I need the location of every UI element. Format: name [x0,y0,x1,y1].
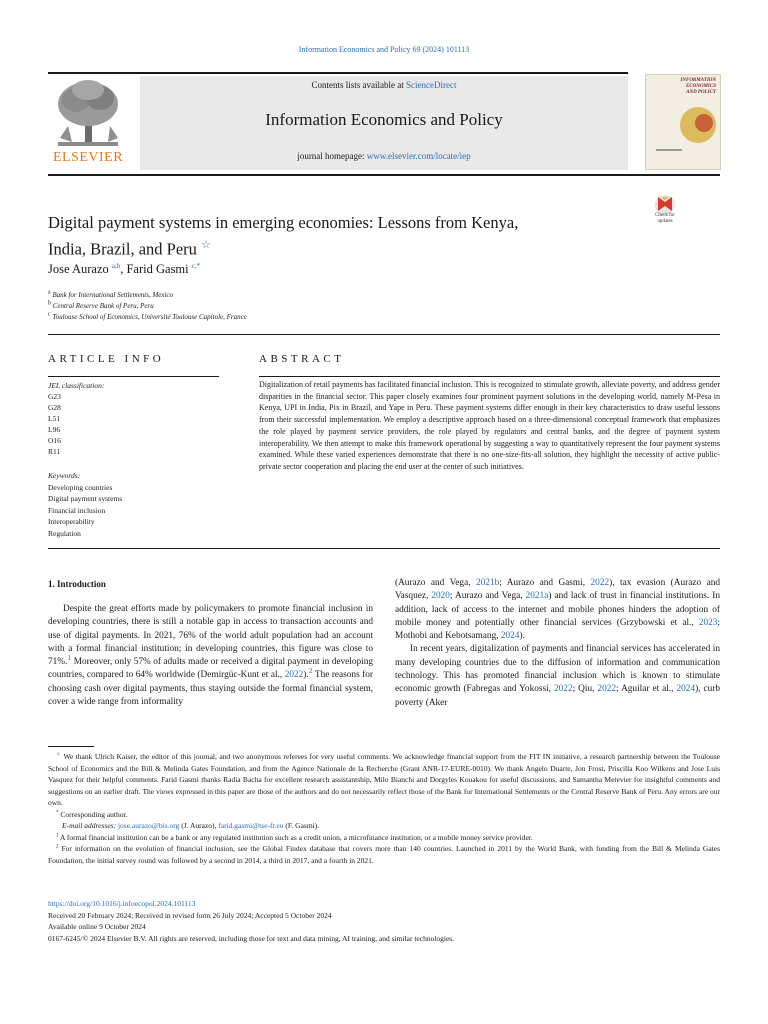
contents-available: Contents lists available at ScienceDirect [311,80,457,90]
check-for-updates-label: Check for updates [655,213,675,224]
header-top-rule [48,72,628,74]
jel-code: G28 [48,403,61,412]
publisher-logo-text: ELSEVIER [52,150,124,165]
citation-link[interactable]: 2022 [590,578,610,588]
author-affil-sup[interactable]: c,* [191,261,201,270]
article-info-heading: ARTICLE INFO [48,353,165,365]
title-footnote-mark[interactable]: ☆ [201,239,211,251]
footnote-item: E-mail addresses: jose.aurazo@bis.org (J. Aurazo), farid.gasmi@tse-fr.eu (F. Gasmi). [62,821,320,830]
keywords: Keywords: Developing countries Digital payment systems Financial inclusion Interoperability Regulation [48,471,123,538]
abstract-text: Digitalization of retail payments has facilitated financial inclusion. This is recognized to stimulate growth, alleviate poverty, and address gender disparities in the financial sector. This paper closely examines four prominent payment solutions in the developing world, namely M-Pesa in Kenya, UPI in India, Pix in Brazil, and Yape in Peru. These payment systems differ enough in their key characteristics to draw useful lessons from their successful implementation. We employ a descriptive approach based on a three-dimensional conceptual framework that emphasizes the role played by payment service providers, the role played by regulators and central banks, and the degree of payment system interoperability. We then attempt to make this framework operational by suggesting a way to quantitatively represent the four payment systems examined. While these varied experiences demonstrate that there is no one-size-fits-all solution, they highlight the necessity of active public-private sector cooperation and placing the end user at the center of such initiatives. [259,380,720,471]
abstract-rule [259,376,720,377]
jel-classification: JEL classification: G23 G28 L51 L96 O16 R11 [48,381,105,456]
author-name[interactable]: Jose Aurazo [48,262,109,276]
footnote-rule [48,746,94,747]
paper-title: Digital payment systems in emerging economies: Lessons from Kenya, India, Brazil, and Peru ☆ [48,213,519,259]
email-link[interactable]: jose.aurazo@bis.org [117,821,180,830]
body-divider [48,548,720,549]
section-divider [48,334,720,335]
article-metadata [48,898,454,944]
footnote-item: ☆ We thank Ulrich Kaiser, the editor of this journal, and two anonymous referees for very useful comments. We acknowledge financial support from the FIT IN initiative, a research partnership between the Toulouse School of Economics and the Bill & Melinda Gates Foundation, and from the Agence Nationale de la Recherche (Grant ANR-17-EURE-0010). We thank Angelo Duarte, Jon Frost, Priscilla Koo Wilkens and Jose Luis Vasquez for their helpful comments. Farid Gasmi thanks Radia Bacha for excellent research assistantship, Milo Bianchi and Dorgyles Kouakou for useful discussions, and Samantha Metevier for insightful comments and suggestions on an earlier draft. The views expressed in this paper are those of the authors and do not necessarily reflect those of the Bank for International Settlements or the Central Reserve Bank of Peru. Any errors are our own. [48,752,720,807]
affiliation-item: $^c$ Toulouse School of Economics, Université Toulouse Capitole, France [48,311,247,321]
footnote-ref[interactable]: 1 [67,653,72,663]
journal-homepage: journal homepage: www.elsevier.com/locate/iep [297,151,471,161]
paragraph: (Aurazo and Vega, 2021b; Aurazo and Gasmi, 2022), tax evasion (Aurazo and Vasquez, 2020; Aurazo and Vega, 2021a) and lack of trust in financial institutions. In addition, lack of access to the internet and mobile phones hinders the adoption of mobile money and potentially other financial services (Grzybowski et al., 2023; Mothobi and Kebotsamang, 2024). [395,578,721,642]
affiliation-item: $^a$ Bank for International Settlements, Mexico [48,289,174,299]
footnotes [48,751,720,866]
author-name[interactable]: Farid Gasmi [126,262,189,276]
running-header[interactable]: Information Economics and Policy 69 (2024) 101113 [298,45,470,54]
section-heading: 1. Introduction [48,579,106,589]
footnote-item: $^2$ For information on the evolution of financial inclusion, see the Global Findex database that covers more than 140 countries. Launched in 2011 by the World Bank, with funding from the Bill & Melinda Gates Foundation, the initial survey round was followed by a second in 2014, a third in 2017, and a fourth in 2021. [48,844,720,865]
keyword-item: Regulation [48,528,81,538]
keyword-item: Developing countries [48,482,113,492]
citation-link[interactable]: 2021b [476,578,500,588]
author-affil-sup[interactable]: a,b [111,261,121,270]
keyword-item: Digital payment systems [48,494,123,503]
author-list: Jose Aurazo $^{a,b}$, Farid Gasmi $^{c,*}$ [48,261,201,276]
body-column-right [395,577,720,710]
affiliations [48,290,247,323]
jel-code: G23 [48,392,61,401]
available-online: Available online 9 October 2024 [48,922,146,931]
jel-code: L51 [48,414,61,423]
paragraph: In recent years, digitalization of payments and financial services has accelerated in many developing countries due to the diffusion of information and communication technology. This has promoted financial inclusion which is known to stimulate economic growth (Fabregas and Yokossi, 2022; Qiu, 2022; Aguilar et al., 2024), curb poverty (Aker [395,644,720,708]
body-column-left [48,603,373,709]
email-link[interactable]: farid.gasmi@tse-fr.eu [218,821,284,830]
footnote-item: * Corresponding author. [56,809,128,819]
citation-link[interactable]: 2024 [676,684,696,695]
jel-code: O16 [48,436,61,445]
sciencedirect-link[interactable]: ScienceDirect [406,80,457,90]
received-dates: Received 20 February 2024; Received in revised form 26 July 2024; Accepted 5 October 2024 [48,910,332,920]
citation-link[interactable]: 2022 [554,684,573,695]
citation-link[interactable]: 2023 [698,617,718,628]
citation-link[interactable]: 2020 [431,591,450,602]
paragraph: Despite the great efforts made by policymakers to promote financial inclusion in developing countries, there is still a notable gap in access to transaction accounts and use of digital payments. In 2021, 76% of the world adult population had an account with a formal financial institution; in developing countries, this figure was close to 71%.$^1$ Moreover, only 57% of adults made or received a digital payment in developing countries, compared to 64% worldwide (Demirgüc-Kunt et al., 2022).$^2$ The reasons for choosing cash over digital payments, thus staying outside the formal financial system, cover a wide range from informality [48,604,374,708]
article-info-rule [48,376,219,377]
journal-title: Information Economics and Policy [265,110,503,129]
citation-link[interactable]: 2021a [525,591,549,602]
copyright: 0167-6245/© 2024 Elsevier B.V. All rights are reserved, including those for text and data mining, AI training, and similar technologies. [48,933,455,943]
citation-link[interactable]: 2024 [500,631,520,642]
jel-code: R11 [48,447,61,456]
affiliation-item: $^b$ Central Reserve Bank of Peru, Peru [48,300,154,310]
header-bottom-rule [48,174,720,176]
jel-code: L96 [48,425,61,434]
homepage-link[interactable]: www.elsevier.com/locate/iep [366,151,471,161]
doi-link[interactable]: https://doi.org/10.1016/j.infoecopol.2024.101113 [48,899,196,908]
footnote-ref[interactable]: 2 [308,666,313,676]
keyword-item: Interoperability [48,517,95,526]
citation-link[interactable]: 2022 [284,670,304,681]
abstract-heading: ABSTRACT [259,353,345,365]
cover-title: INFORMATION ECONOMICS AND POLICY [680,78,716,95]
citation-link[interactable]: 2022 [597,684,617,695]
footnote-item: $^1$ A formal financial institution can be a bank or any regulated institution such as a credit union, a microfinance institution, or a mobile money service provider. [56,832,533,842]
keyword-item: Financial inclusion [48,505,106,515]
